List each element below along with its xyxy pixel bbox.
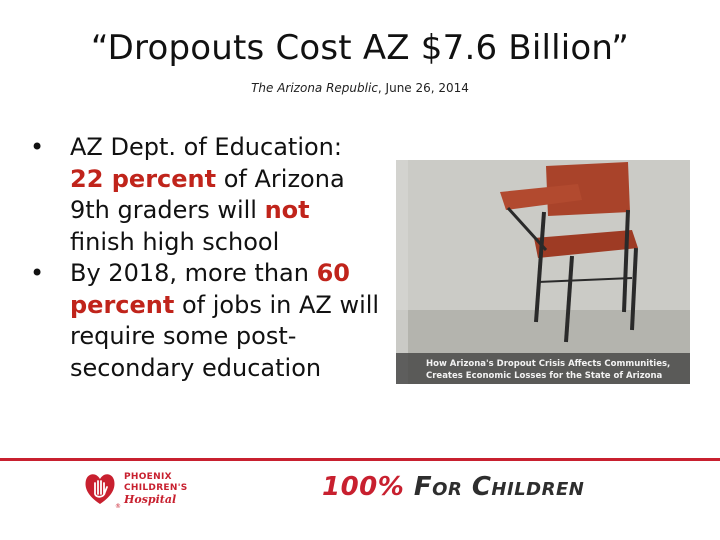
footer-tagline [322, 472, 622, 502]
bullet-text: of jobs in AZ will [174, 290, 380, 319]
highlight-text: 22 percent [70, 164, 217, 193]
bullet-item-jobs [30, 258, 400, 384]
bullet-item-dropout-rate [30, 132, 400, 258]
bullet-text: By 2018, more than [70, 259, 317, 287]
report-caption-line-2: Creates Economic Losses for the State of Arizona [426, 371, 663, 381]
source-date: , June 26, 2014 [377, 81, 469, 95]
bullet-text: require some post- [70, 322, 297, 350]
bullet-text: AZ Dept. of Education: [70, 133, 342, 161]
hand-heart-logo-icon [84, 470, 116, 506]
tagline-text: For Children [404, 472, 585, 502]
bullet-text: of Arizona [216, 164, 345, 193]
report-cover-image [396, 160, 690, 384]
logo-line-1: PHOENIX [124, 472, 172, 482]
slide-source [0, 81, 720, 95]
logo-line-3: Hospital [124, 493, 177, 506]
slide-title: “Dropouts Cost AZ $7.6 Billion” [90, 28, 630, 68]
highlight-text: not [264, 196, 310, 224]
bullet-list [30, 132, 400, 384]
bullet-text: finish high school [70, 227, 280, 256]
registered-mark: ® [115, 503, 121, 510]
bullet-text: secondary education [70, 353, 322, 382]
report-caption-line-1: How Arizona's Dropout Crisis Affects Communities, [426, 359, 671, 369]
bullet-marker: • [30, 259, 45, 287]
tagline-number: 100% [322, 472, 405, 502]
source-publication: The Arizona Republic [251, 81, 378, 95]
logo-line-2: CHILDREN'S [124, 483, 188, 493]
bullet-text: 9th graders will [70, 196, 265, 224]
school-chair-illustration [396, 160, 690, 384]
bullet-marker: • [30, 133, 45, 161]
highlight-text: percent [70, 290, 175, 319]
highlight-text: 60 [316, 259, 351, 287]
hospital-logo-text [124, 472, 214, 505]
